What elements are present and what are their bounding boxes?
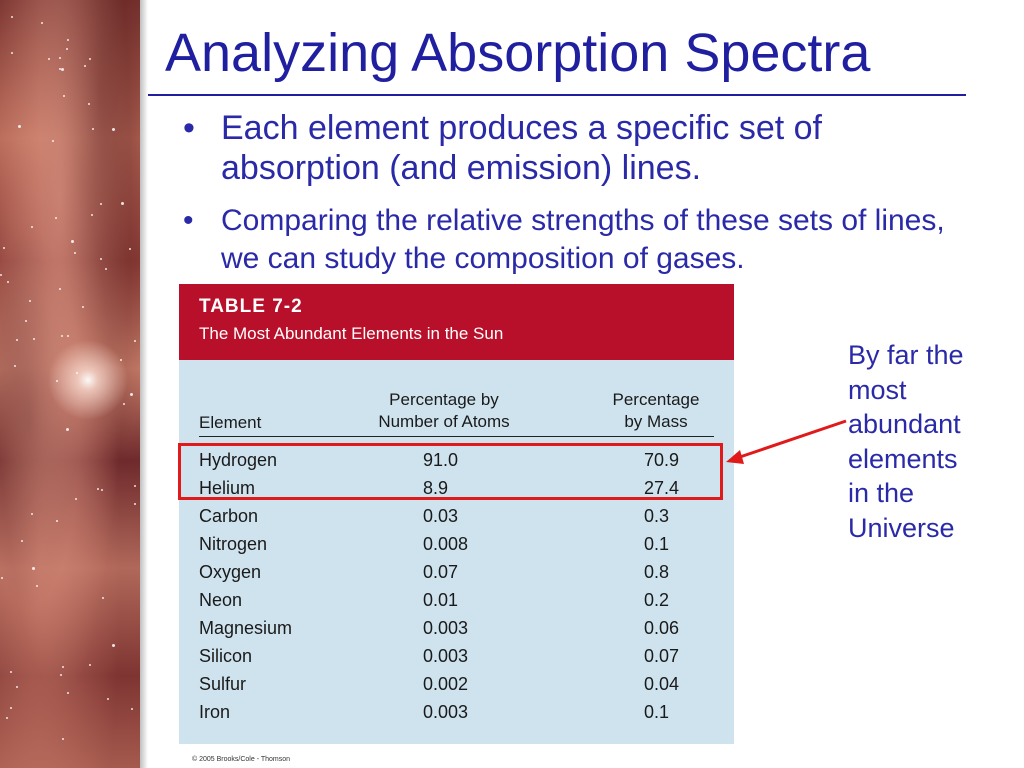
cell-atoms: 0.003 bbox=[423, 618, 469, 638]
cell-element: Iron bbox=[199, 702, 231, 722]
cell-element: Hydrogen bbox=[199, 450, 278, 470]
column-header-atoms-line1: Percentage by bbox=[389, 390, 499, 409]
cell-element: Helium bbox=[199, 478, 256, 498]
cell-element: Magnesium bbox=[199, 618, 293, 638]
cell-mass: 0.1 bbox=[644, 534, 670, 554]
annotation-line: elements bbox=[848, 443, 958, 474]
column-header-element: Element bbox=[199, 413, 262, 432]
bullet-text: Comparing the relative strengths of these sets of lines, we can study the composition of gases. bbox=[221, 204, 945, 275]
cell-mass: 0.04 bbox=[644, 674, 680, 694]
cell-mass: 0.06 bbox=[644, 618, 680, 638]
cell-mass: 27.4 bbox=[644, 478, 680, 498]
column-header-mass-line1: Percentage bbox=[612, 390, 700, 409]
cell-element: Oxygen bbox=[199, 562, 262, 582]
column-header-mass-line2: by Mass bbox=[624, 412, 688, 431]
annotation-line: in the bbox=[848, 478, 915, 508]
cell-atoms: 0.03 bbox=[423, 506, 459, 526]
cell-mass: 0.07 bbox=[644, 646, 680, 666]
annotation-line: abundant bbox=[848, 409, 961, 439]
cell-atoms: 0.002 bbox=[423, 674, 469, 694]
cell-element: Carbon bbox=[199, 506, 259, 526]
table-label: TABLE 7-2 bbox=[199, 296, 303, 317]
column-header-atoms-line2: Number of Atoms bbox=[378, 412, 510, 431]
bullet-marker: • bbox=[183, 204, 194, 237]
table-caption: The Most Abundant Elements in the Sun bbox=[199, 324, 504, 343]
cell-mass: 0.2 bbox=[644, 590, 670, 610]
copyright-note: © 2005 Brooks/Cole - Thomson bbox=[192, 756, 291, 763]
cell-element: Nitrogen bbox=[199, 534, 268, 554]
cell-element: Neon bbox=[199, 590, 243, 610]
cell-atoms: 0.008 bbox=[423, 534, 469, 554]
bullet-text: Each element produces a specific set of absorption (and emission) lines. bbox=[221, 109, 822, 187]
bullet-marker: • bbox=[183, 109, 195, 147]
cell-mass: 0.8 bbox=[644, 562, 670, 582]
cell-mass: 0.1 bbox=[644, 702, 670, 722]
cell-atoms: 8.9 bbox=[423, 478, 449, 498]
cell-atoms: 0.01 bbox=[423, 590, 459, 610]
cell-atoms: 91.0 bbox=[423, 450, 459, 470]
cell-atoms: 0.07 bbox=[423, 562, 459, 582]
cell-mass: 70.9 bbox=[644, 450, 680, 470]
cell-atoms: 0.003 bbox=[423, 646, 469, 666]
annotation-callout bbox=[848, 338, 1018, 545]
annotation-line: most bbox=[848, 374, 907, 405]
cell-atoms: 0.003 bbox=[423, 702, 469, 722]
slide-title: Analyzing Absorption Spectra bbox=[165, 23, 871, 83]
arrow-head bbox=[726, 450, 744, 464]
cell-mass: 0.3 bbox=[644, 506, 670, 526]
cell-element: Sulfur bbox=[199, 674, 247, 694]
arrow-shaft bbox=[734, 421, 846, 459]
cell-element: Silicon bbox=[199, 646, 253, 666]
annotation-line: By far the bbox=[848, 340, 964, 370]
annotation-line: Universe bbox=[848, 512, 955, 543]
